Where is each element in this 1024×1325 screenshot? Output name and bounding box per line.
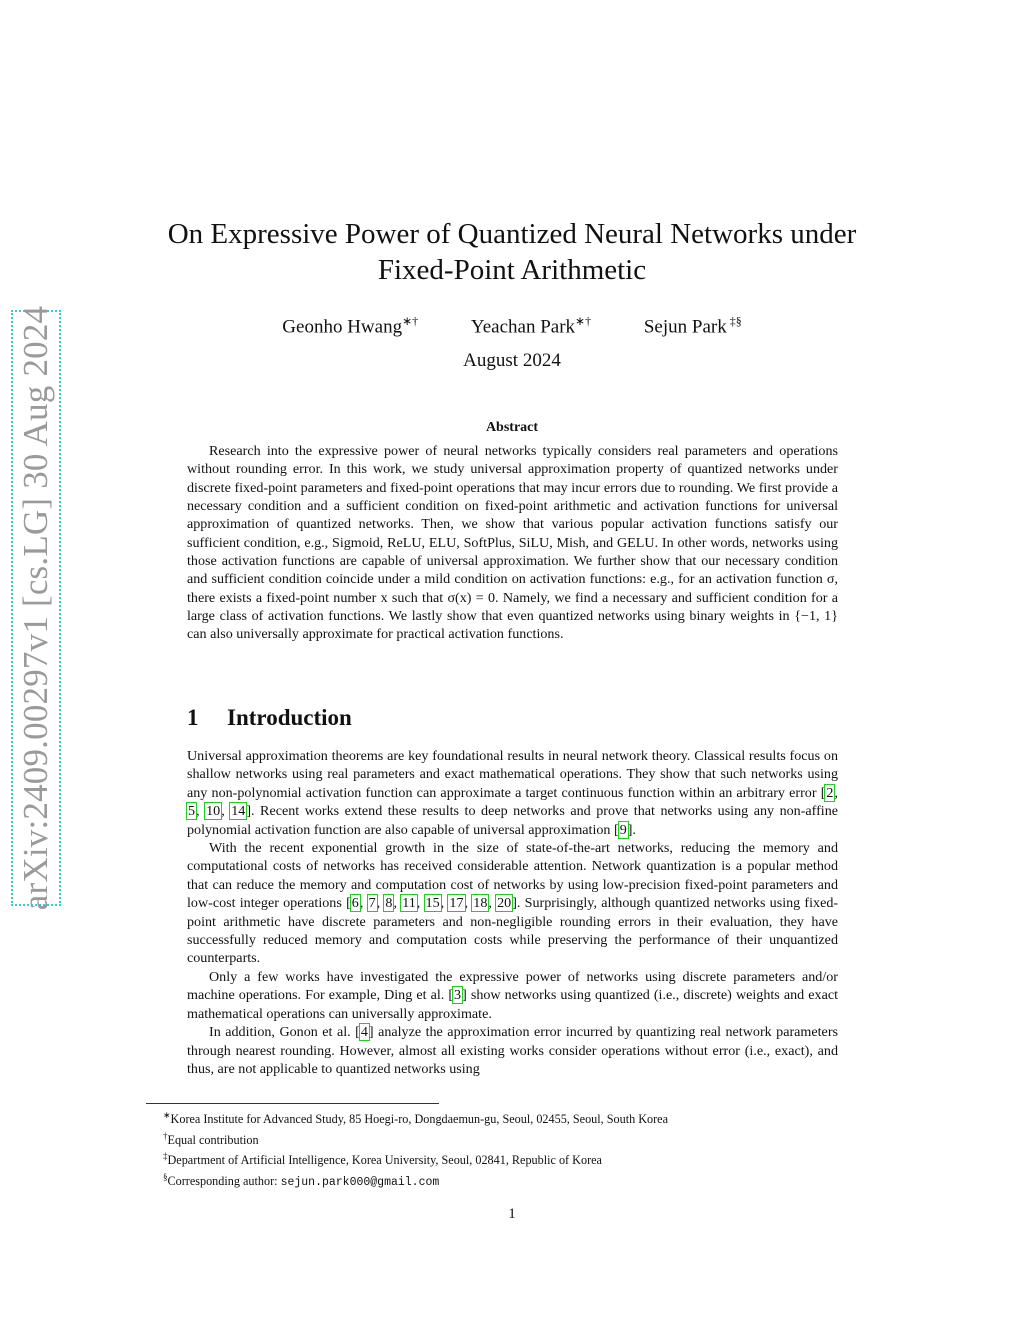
- footnote-affiliation-2: ‡Department of Artificial Intelligence, Korea University, Seoul, 02841, Republic of Korea: [163, 1151, 602, 1168]
- footnotes: [163, 1107, 863, 1191]
- citation-link[interactable]: 20: [497, 895, 512, 912]
- section-body: [187, 747, 838, 1078]
- arxiv-stamp: [11, 305, 61, 911]
- footnote-corresponding-author: §Corresponding author: sejun.park000@gmail.com: [163, 1171, 440, 1189]
- author-email[interactable]: sejun.park000@gmail.com: [280, 1175, 440, 1189]
- paragraph-1: Universal approximation theorems are key foundational results in neural network theory. Classical results focus on shallow networks using real parameters and exact mathematical operations. They show that such networks using any non-polynomial activation function can approximate a target continuous function within an arbitrary error [2, 5, 10, 14]. Recent works extend these results to deep networks and prove that networks using any non-affine polynomial activation function are also capable of universal approximation [9].: [187, 748, 839, 838]
- paragraph-4: In addition, Gonon et al. [4] analyze the approximation error incurred by quantizing real network parameters through nearest rounding. However, almost all existing works consider operations without error (i.e., exact), and thus, are not applicable to quantized networks using: [187, 1024, 838, 1077]
- author-3: Sejun Park ‡§: [643, 314, 742, 338]
- citation-link[interactable]: 9: [619, 821, 627, 838]
- citation-link[interactable]: 4: [360, 1024, 368, 1041]
- abstract-heading: Abstract: [485, 420, 539, 435]
- footnote-equal-contribution: †Equal contribution: [163, 1130, 259, 1147]
- arxiv-identifier: arXiv:2409.00297v1 [cs.LG] 30 Aug 2024: [16, 305, 55, 911]
- citation-link[interactable]: 14: [231, 803, 246, 820]
- citation-link[interactable]: 3: [454, 987, 462, 1004]
- paper-date: August 2024: [463, 350, 561, 371]
- citation-link[interactable]: 18: [473, 895, 488, 912]
- author-list: [150, 309, 874, 339]
- citation-link[interactable]: 10: [206, 803, 221, 820]
- section-title: Introduction: [227, 705, 352, 730]
- paper-title: On Expressive Power of Quantized Neural Networks under Fixed-Point Arithmetic: [167, 218, 857, 286]
- author-1: Geonho Hwang∗†: [282, 314, 419, 338]
- citation-link[interactable]: 5: [188, 803, 196, 820]
- citation-link[interactable]: 2: [826, 784, 834, 801]
- citation-link[interactable]: 15: [425, 895, 440, 912]
- citation-link[interactable]: 7: [368, 895, 376, 912]
- paragraph-3: Only a few works have investigated the expressive power of networks using discrete parameters and/or machine operations. For example, Ding et al. [3] show networks using quantized (i.e., discrete) weights and exact mathematical operations can universally approximate.: [187, 968, 838, 1022]
- citation-link[interactable]: 8: [385, 895, 393, 912]
- abstract-text: Research into the expressive power of neural networks typically considers real parameters and operations without rounding error. In this work, we study universal approximation property of quantized networks under discrete fixed-point parameters and fixed-point operations that may incur errors due to rounding. We first provide a necessary condition and a sufficient condition on fixed-point arithmetic and activation functions for universal approximation of quantized networks. Then, we show that various popular activation functions satisfy our sufficient condition, e.g., Sigmoid, ReLU, ELU, SoftPlus, SiLU, Mish, and GELU. In other words, networks using those activation functions are capable of universal approximation. We further show that our necessary condition and sufficient condition coincide under a mild condition on activation functions: e.g., for an activation function σ, there exists a fixed-point number x such that σ(x) = 0. Namely, we find a necessary and sufficient condition for a large class of activation functions. We lastly show that even quantized networks using binary weights in {−1, 1} can also universally approximate for practical activation functions.: [187, 443, 838, 643]
- citation-link[interactable]: 17: [449, 895, 464, 912]
- footnote-divider: [146, 1103, 439, 1104]
- paragraph-2: With the recent exponential growth in the size of state-of-the-art networks, reducing the memory and computational costs of networks has received considerable attention. Network quantization is a popular method that can reduce the memory and computation cost of networks by using low-precision fixed-point parameters and low-cost integer operations [6, 7, 8, 11, 15, 17, 18, 20]. Surprisingly, although quantized networks using fixed-point arithmetic have discrete parameters and non-negligible rounding errors in their evaluation, they have successfully reduced memory and computation costs while preserving the performance of their unquantized counterparts.: [187, 840, 839, 967]
- citation-link[interactable]: 11: [402, 895, 416, 912]
- author-2: Yeachan Park∗†: [470, 314, 592, 338]
- citation-link[interactable]: 6: [351, 895, 359, 912]
- section-number: 1: [187, 705, 199, 730]
- page-number: 1: [508, 1206, 516, 1222]
- footnote-affiliation-1: ∗Korea Institute for Advanced Study, 85 Hoegi-ro, Dongdaemun-gu, Seoul, 02455, Seoul, South Korea: [163, 1110, 669, 1127]
- section-heading: [187, 705, 352, 731]
